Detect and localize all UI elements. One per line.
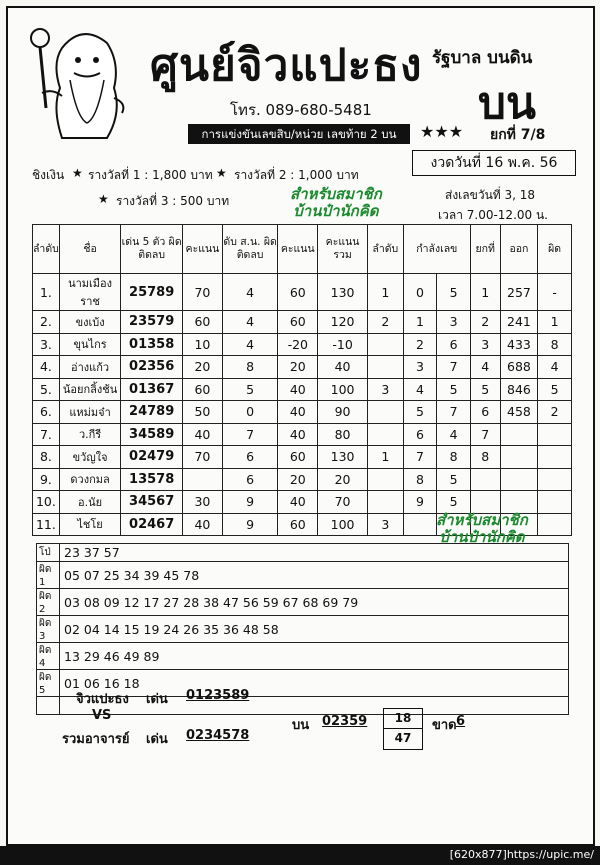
table-cell: 1 [538,311,572,334]
table-cell [367,356,403,379]
table-header-row [33,225,572,274]
table-cell: 6 [222,446,277,469]
table-cell: 70 [183,274,223,311]
table-cell: 40 [278,378,318,401]
table-cell: 34589 [121,423,183,446]
pair-row [37,562,569,589]
table-cell: 6 [470,401,500,424]
table-row [33,378,572,401]
table-cell: 5 [437,274,471,311]
ruam-value: 0234578 [186,728,250,743]
table-cell: 0 [222,401,277,424]
table-cell: 8 [470,446,500,469]
member-note-line2: บ้านป๋านักคิด [439,528,525,546]
ruam-label: รวมอาจารย์ [62,732,130,747]
table-cell: 1. [33,274,60,311]
table-cell: 4 [222,311,277,334]
table-cell: 5 [437,378,471,401]
table-cell: 3 [367,513,403,536]
table-cell: ไชโย [59,513,120,536]
table-cell: 5. [33,378,60,401]
table-cell: 3 [403,356,437,379]
table-cell: 13578 [121,468,183,491]
table-cell [500,446,538,469]
pair-numbers [60,697,569,715]
fraction-bottom: 47 [394,731,412,745]
table-cell: 0 [403,274,437,311]
table-cell: 4 [222,333,277,356]
table-cell: นามเมืองราช [59,274,120,311]
table-row [33,491,572,514]
pair-label: ผิด 4 [37,643,60,670]
pair-numbers: 23 37 57 [60,544,569,562]
table-cell: 5 [403,401,437,424]
table-cell: 4 [437,423,471,446]
col-header-miss: ผิด [538,225,572,274]
star-icon: ★ [98,192,109,206]
table-cell: ว.กีรี [59,423,120,446]
table-cell: 60 [278,446,318,469]
table-row [33,468,572,491]
table-cell [470,491,500,514]
table-cell [538,446,572,469]
den-label: เด่น [146,732,168,747]
jiw-label: จิวแปะธง [76,692,129,707]
table-row [33,333,572,356]
table-cell: 9. [33,468,60,491]
table-cell: 9 [222,513,277,536]
table-cell: 3 [437,311,471,334]
table-row [33,274,572,311]
table-cell: 20 [278,468,318,491]
prize-1: รางวัลที่ 1 : 1,800 บาท [88,168,213,182]
results-table [32,224,572,536]
pair-numbers: 13 29 46 49 89 [60,643,569,670]
time-range: เวลา 7.00-12.00 น. [438,208,548,222]
table-cell [538,513,572,536]
khat-label: ขาด [432,718,457,733]
table-cell: 6 [403,423,437,446]
table-cell: 2. [33,311,60,334]
table-cell: 241 [500,311,538,334]
col-header-name: ชื่อ [59,225,120,274]
table-cell: 3. [33,333,60,356]
fraction-top: 18 [384,709,422,729]
pair-numbers: 01 06 16 18 [60,670,569,697]
table-cell: 1 [367,274,403,311]
table-cell: แหม่มจ๋า [59,401,120,424]
round-label: ยกที่ 7/8 [490,127,546,143]
table-cell: 30 [183,491,223,514]
table-row [33,311,572,334]
table-cell: -20 [278,333,318,356]
table-cell [183,468,223,491]
table-cell [500,491,538,514]
pair-label [37,697,60,715]
prize-intro: ชิงเงิน [32,168,65,182]
table-cell: 10 [183,333,223,356]
bon-value: 02359 [322,714,368,729]
table-cell: 1 [470,274,500,311]
member-note-line1: สำหรับสมาชิก [436,511,528,529]
table-cell: 6 [437,333,471,356]
col-header-total: คะแนน รวม [318,225,368,274]
table-cell: 100 [318,378,368,401]
table-cell: อ.นัย [59,491,120,514]
table-cell: 8 [222,356,277,379]
table-cell: 1 [403,311,437,334]
competition-banner: การแข่งขันเลขสิบ/หน่วย เลขท้าย 2 บน [188,124,410,144]
table-cell: 4 [470,356,500,379]
table-cell: 40 [183,513,223,536]
star-icon: ★ [72,166,83,180]
table-cell: 20 [183,356,223,379]
table-cell: 2 [470,311,500,334]
col-header-dab: ดับ ส.น. ผิดติดลบ [222,225,277,274]
watermark-text: [620x877]https://upic.me/ [449,848,594,861]
table-cell: 2 [403,333,437,356]
bon-title: บน [478,78,537,129]
table-cell: 60 [278,311,318,334]
table-cell: 130 [318,446,368,469]
table-cell: 6 [222,468,277,491]
table-cell: 02479 [121,446,183,469]
table-cell: 846 [500,378,538,401]
table-cell [470,468,500,491]
col-header-rank: ลำดับ [33,225,60,274]
bon-label: บน [292,718,310,733]
table-cell: 02467 [121,513,183,536]
table-cell: 7 [403,446,437,469]
table-cell: 80 [318,423,368,446]
pair-numbers: 05 07 25 34 39 45 78 [60,562,569,589]
prize-2: รางวัลที่ 2 : 1,000 บาท [234,168,359,182]
table-cell: 5 [437,468,471,491]
table-cell [500,468,538,491]
stars-rating: ★★★ [420,122,464,141]
table-cell: ขุนไกร [59,333,120,356]
table-cell: 3 [367,378,403,401]
table-row [33,356,572,379]
col-header-out: ออก [500,225,538,274]
table-cell: 7 [437,401,471,424]
table-cell: 90 [318,401,368,424]
table-cell: 5 [437,491,471,514]
pair-label: ผิด 1 [37,562,60,589]
table-cell: 5 [538,378,572,401]
table-cell: 40 [278,491,318,514]
send-days: ส่งเลขวันที่ 3, 18 [445,188,536,202]
table-cell: 2 [367,311,403,334]
table-cell: อ่างแก้ว [59,356,120,379]
star-icon: ★ [216,166,227,180]
table-cell: 24789 [121,401,183,424]
table-cell [538,491,572,514]
table-cell: 120 [318,311,368,334]
draw-date-box: งวดวันที่ 16 พ.ค. 56 [412,150,576,176]
table-cell: 7. [33,423,60,446]
old-man-mascot-icon [22,18,142,148]
table-cell: 60 [278,274,318,311]
table-cell: 02356 [121,356,183,379]
table-cell: 5 [222,378,277,401]
table-cell [538,423,572,446]
col-header-round: ยกที่ [470,225,500,274]
table-cell [367,333,403,356]
table-cell: 40 [318,356,368,379]
khat-value: 6 [456,714,466,729]
pair-row [37,544,569,562]
brand-title: ศูนย์จิวแปะธง [150,40,423,91]
table-cell: 7 [222,423,277,446]
table-cell: 7 [470,423,500,446]
den-label: เด่น [146,692,168,707]
col-header-rank2: ลำดับ [367,225,403,274]
pair-numbers: 03 08 09 12 17 27 28 38 47 56 59 67 68 69 79 [60,589,569,616]
table-cell: 7 [437,356,471,379]
table-cell: 70 [318,491,368,514]
table-cell: 23579 [121,311,183,334]
table-row [33,446,572,469]
table-cell: 25789 [121,274,183,311]
pair-label: ผิด 5 [37,670,60,697]
col-header-score2: คะแนน [278,225,318,274]
table-cell: 10. [33,491,60,514]
prize-3: รางวัลที่ 3 : 500 บาท [116,194,230,208]
table-cell: 9 [403,491,437,514]
table-cell: น้อยกลิ้งช้น [59,378,120,401]
table-cell: 20 [318,468,368,491]
table-cell: 50 [183,401,223,424]
member-note-line2: บ้านป๋านักคิด [293,202,379,220]
table-cell: 5 [470,378,500,401]
table-cell: 8 [403,468,437,491]
table-cell: 2 [538,401,572,424]
col-header-score1: คะแนน [183,225,223,274]
table-cell [500,423,538,446]
table-cell: 01367 [121,378,183,401]
table-cell: 1 [367,446,403,469]
table-cell: 9 [222,491,277,514]
table-cell: 4 [538,356,572,379]
table-cell: 4 [403,378,437,401]
table-cell: 40 [278,423,318,446]
vs-label: VS [92,708,112,723]
jiw-value: 0123589 [186,688,250,703]
table-cell: ขวัญใจ [59,446,120,469]
table-cell [538,468,572,491]
table-cell: 8 [437,446,471,469]
member-note-bottom [436,512,528,546]
table-cell: 70 [183,446,223,469]
government-label: รัฐบาล บนดิน [432,48,533,68]
table-cell: 130 [318,274,368,311]
table-cell [367,401,403,424]
table-cell: 60 [183,311,223,334]
pair-label: โป่ [37,544,60,562]
table-cell: 40 [183,423,223,446]
table-row [33,423,572,446]
table-cell: 6. [33,401,60,424]
table-cell: -10 [318,333,368,356]
pair-label: ผิด 3 [37,616,60,643]
table-cell: 60 [183,378,223,401]
table-cell: 4. [33,356,60,379]
table-cell [367,468,403,491]
table-cell: 60 [278,513,318,536]
table-cell: 100 [318,513,368,536]
pair-row [37,589,569,616]
member-note-top [290,186,382,220]
pair-row [37,616,569,643]
pair-row [37,643,569,670]
table-cell: 20 [278,356,318,379]
table-cell: 257 [500,274,538,311]
table-cell [367,491,403,514]
table-cell: 8 [538,333,572,356]
member-note-line1: สำหรับสมาชิก [290,185,382,203]
pair-numbers: 02 04 14 15 19 24 26 35 36 48 58 [60,616,569,643]
table-cell: 34567 [121,491,183,514]
table-cell: 8. [33,446,60,469]
table-cell: ขงเบ้ง [59,311,120,334]
table-cell: 458 [500,401,538,424]
table-cell: ดวงกมล [59,468,120,491]
table-cell: 433 [500,333,538,356]
table-cell [367,423,403,446]
table-row [33,401,572,424]
table-cell: - [538,274,572,311]
table-cell: 01358 [121,333,183,356]
phone-number: โทร. 089-680-5481 [230,101,372,119]
table-cell: 11. [33,513,60,536]
table-cell: 4 [222,274,277,311]
table-cell: 3 [470,333,500,356]
col-header-power: กำลังเลข [403,225,470,274]
watermark-strip [0,846,600,865]
table-cell: 40 [278,401,318,424]
table-cell: 688 [500,356,538,379]
table-cell [403,513,437,536]
fraction-box [383,708,423,750]
col-header-five: เด่น 5 ตัว ผิดติดลบ [121,225,183,274]
pair-label: ผิด 2 [37,589,60,616]
